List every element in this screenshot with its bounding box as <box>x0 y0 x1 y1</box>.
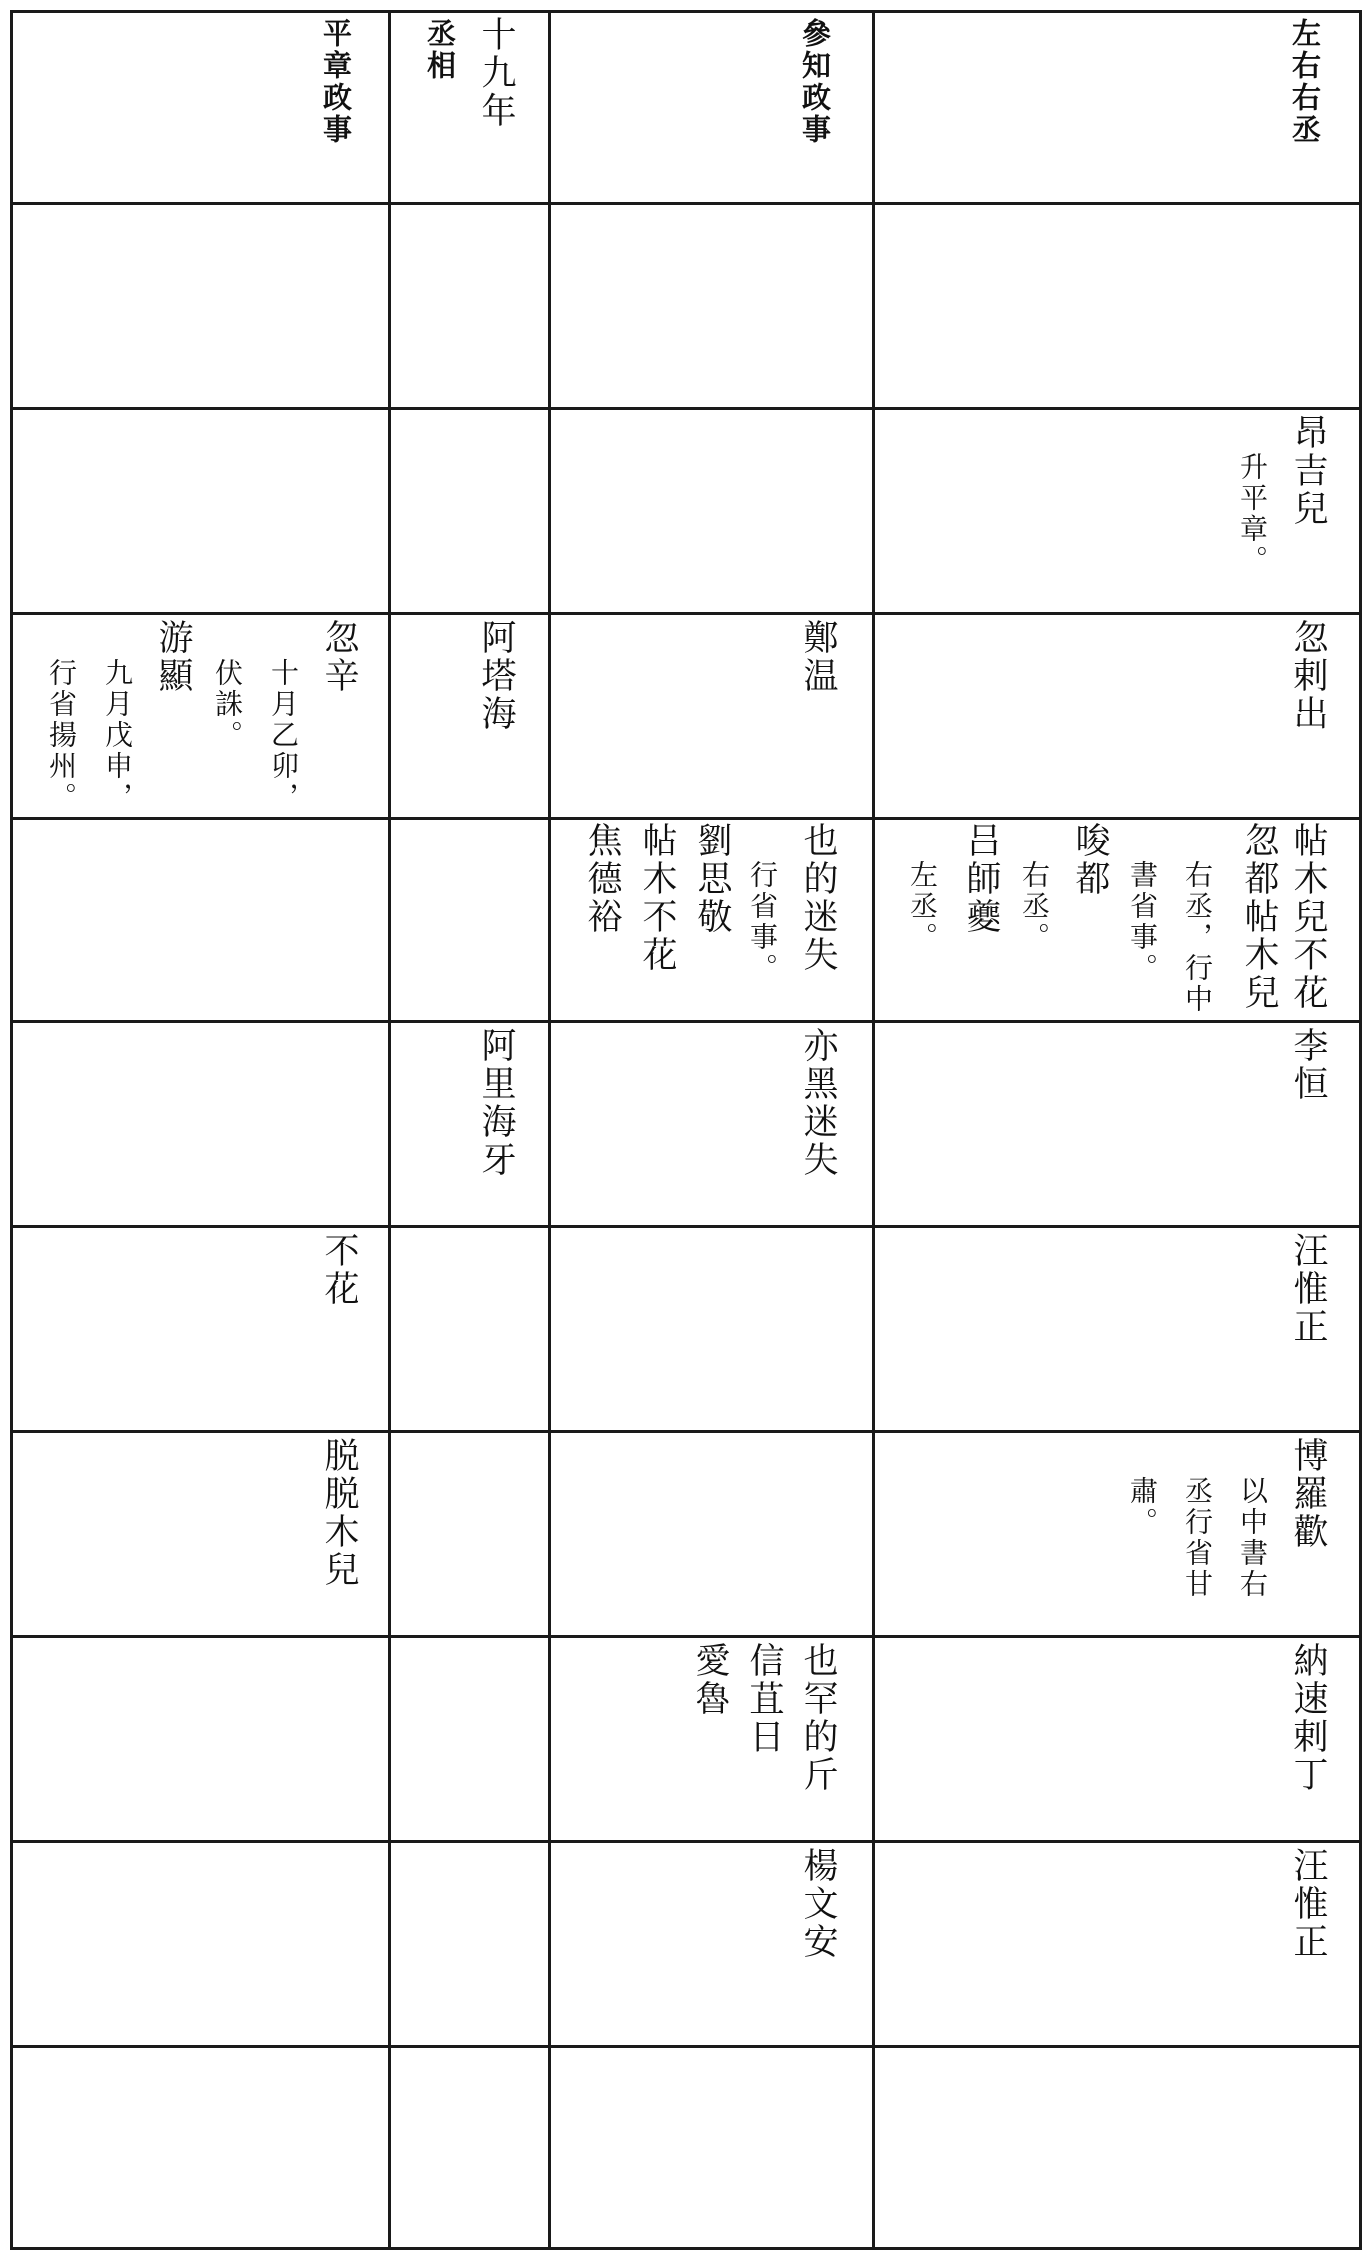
row-divider <box>10 817 1362 820</box>
row-divider <box>10 1840 1362 1843</box>
row-divider <box>10 1020 1362 1023</box>
official-name: 博羅歡 <box>1288 1437 1328 1551</box>
row-divider <box>10 2045 1362 2048</box>
header-zuoyou-youcheng: 左右右丞 <box>1288 18 1322 146</box>
official-name: 亦黑迷失 <box>798 1027 838 1179</box>
official-name: 劉思敬 <box>692 822 732 936</box>
official-note: 丞行省甘 <box>1181 1476 1214 1600</box>
header-chengxiang: 丞相 <box>423 18 457 82</box>
official-name: 脱脱木兒 <box>319 1437 359 1589</box>
official-note: 升平章。 <box>1236 452 1269 576</box>
row-divider <box>10 1635 1362 1638</box>
column-divider <box>872 10 875 2250</box>
official-name: 阿里海牙 <box>476 1027 516 1179</box>
table-border-right <box>1359 10 1362 2250</box>
official-note: 以中書右 <box>1236 1476 1269 1600</box>
row-divider <box>10 1430 1362 1433</box>
official-name: 愛魯 <box>690 1642 730 1718</box>
row-divider <box>10 407 1362 410</box>
official-name: 李恒 <box>1288 1027 1328 1103</box>
official-name: 不花 <box>319 1232 359 1308</box>
official-name: 也的迷失 <box>798 822 838 974</box>
official-note: 十月乙卯， <box>267 658 300 813</box>
official-note: 書省事。 <box>1126 860 1159 984</box>
official-name: 帖木不花 <box>637 822 677 974</box>
official-note: 行省事。 <box>746 860 779 984</box>
official-name: 帖木兒不花 <box>1288 822 1328 1012</box>
official-name: 游顯 <box>153 619 193 695</box>
column-divider <box>548 10 551 2250</box>
official-name: 忽辛 <box>319 619 359 695</box>
official-name: 也罕的斤 <box>798 1642 838 1794</box>
official-name: 汪惟正 <box>1288 1847 1328 1961</box>
row-divider <box>10 1225 1362 1228</box>
official-note: 行省揚州。 <box>45 658 78 813</box>
row-divider <box>10 202 1362 205</box>
official-name: 阿塔海 <box>476 619 516 733</box>
official-note: 伏誅。 <box>211 658 244 751</box>
official-note: 肅。 <box>1126 1476 1159 1538</box>
row-divider <box>10 612 1362 615</box>
official-name: 汪惟正 <box>1288 1232 1328 1346</box>
table-border-bottom <box>10 2247 1362 2250</box>
official-name: 昂吉兒 <box>1288 414 1328 528</box>
official-name: 鄭温 <box>798 619 838 695</box>
official-note: 右丞。 <box>1018 860 1051 953</box>
header-year: 十九年 <box>476 16 516 130</box>
official-name: 忽都帖木兒 <box>1239 822 1279 1012</box>
table-border-left <box>10 10 13 2250</box>
official-name: 忽剌出 <box>1288 619 1328 733</box>
official-name: 唆都 <box>1070 822 1110 898</box>
header-pingzhang-zhengshi: 平章政事 <box>319 18 353 146</box>
table-border-top <box>10 10 1362 13</box>
official-name: 納速剌丁 <box>1288 1642 1328 1794</box>
official-note: 右丞，行中 <box>1181 860 1214 1015</box>
column-divider <box>388 10 391 2250</box>
header-canzhi-zhengshi: 參知政事 <box>798 18 832 146</box>
official-note: 九月戊申， <box>101 658 134 813</box>
official-name: 吕師夔 <box>961 822 1001 936</box>
official-name: 楊文安 <box>798 1847 838 1961</box>
official-name: 焦德裕 <box>582 822 622 936</box>
official-note: 左丞。 <box>906 860 939 953</box>
official-name: 信苴日 <box>744 1642 784 1756</box>
